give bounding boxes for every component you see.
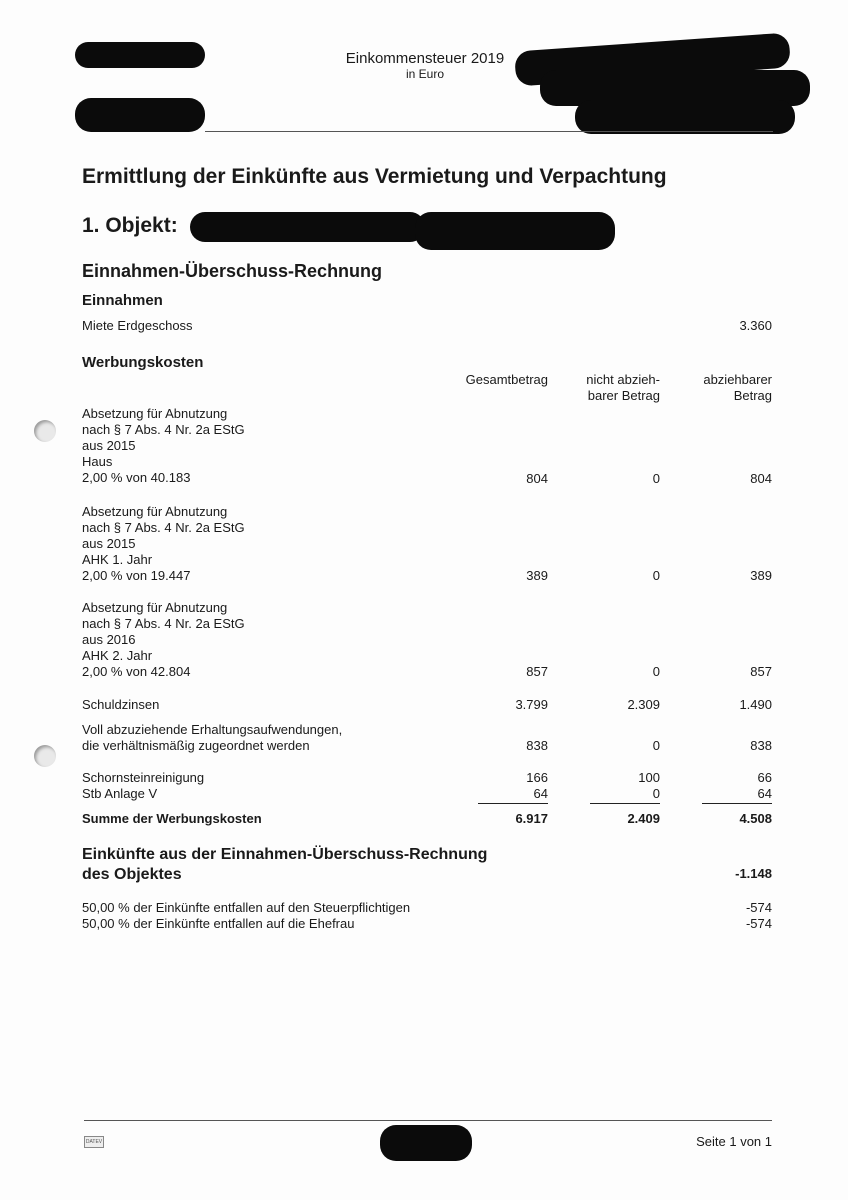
column-header-deductible: abziehbarer Betrag: [703, 372, 772, 403]
cost-row-label: Schuldzinsen: [82, 697, 160, 712]
punch-hole-bottom: [34, 745, 56, 767]
split-spouse-value: -574: [745, 916, 772, 931]
redaction-address-c: [575, 100, 795, 134]
cost-row-deductible: 389: [750, 568, 772, 583]
cost-row-label: Voll abzuziehende Erhaltungsaufwendungen, die verhältnismäßig zugeordnet werden: [82, 722, 343, 753]
cost-row-nondeductible: 2.309: [627, 697, 660, 712]
cost-row-total: 3.799: [515, 697, 548, 712]
sum-nondeductible: 2.409: [627, 811, 660, 826]
cost-row-total: 804: [526, 471, 548, 486]
object-label: 1. Objekt:: [82, 214, 178, 237]
income-value: 3.360: [739, 318, 772, 333]
document-title: Ermittlung der Einkünfte aus Vermietung und Verpachtung: [82, 165, 667, 188]
income-label: Miete Erdgeschoss: [82, 318, 193, 333]
result-title: Einkünfte aus der Einnahmen-Überschuss-Rechnung des Objektes: [82, 846, 488, 883]
cost-row-label: Schornsteinreinigung: [82, 770, 205, 785]
cost-row-deductible: 838: [750, 738, 772, 753]
redaction-name-second: [75, 98, 205, 132]
sum-rule-deductible: [702, 803, 772, 804]
cost-row-nondeductible: 0: [652, 471, 660, 486]
page-number: Seite 1 von 1: [696, 1134, 772, 1149]
header-subtitle: in Euro: [405, 67, 445, 81]
cost-row-deductible: 64: [757, 786, 772, 801]
cost-row-deductible: 1.490: [739, 697, 772, 712]
column-header-nondeductible: nicht abzieh- barer Betrag: [586, 372, 660, 403]
redaction-object-address-b: [415, 212, 615, 250]
cost-row-label: Absetzung für Abnutzung nach § 7 Abs. 4 Nr. 2a EStG aus 2015 Haus 2,00 % von 40.183: [82, 406, 245, 485]
cost-row-deductible: 66: [757, 770, 772, 785]
section-title: Einnahmen-Überschuss-Rechnung: [82, 261, 383, 281]
cost-row-nondeductible: 0: [652, 738, 660, 753]
cost-row-nondeductible: 0: [652, 786, 660, 801]
punch-hole-top: [34, 420, 56, 442]
costs-heading: Werbungskosten: [82, 354, 204, 371]
redaction-name-top: [75, 42, 205, 68]
cost-row-total: 857: [526, 664, 548, 679]
cost-row-label: Stb Anlage V: [82, 786, 158, 801]
cost-row-label: Absetzung für Abnutzung nach § 7 Abs. 4 Nr. 2a EStG aus 2016 AHK 2. Jahr 2,00 % von 42.804: [82, 600, 245, 679]
sum-total: 6.917: [515, 811, 548, 826]
header-title: Einkommensteuer 2019: [345, 50, 505, 67]
cost-row-nondeductible: 0: [652, 568, 660, 583]
cost-row-nondeductible: 100: [638, 770, 660, 785]
result-value: -1.148: [735, 866, 772, 881]
sum-rule-total: [478, 803, 548, 804]
column-header-total: Gesamtbetrag: [465, 372, 548, 387]
footer-rule: [84, 1120, 772, 1121]
cost-row-total: 64: [533, 786, 548, 801]
sum-deductible: 4.508: [739, 811, 772, 826]
sum-label: Summe der Werbungskosten: [82, 811, 262, 826]
redaction-object-address-a: [190, 212, 425, 242]
header-rule: [205, 131, 773, 132]
income-heading: Einnahmen: [82, 292, 163, 309]
cost-row-deductible: 804: [750, 471, 772, 486]
cost-row-label: Absetzung für Abnutzung nach § 7 Abs. 4 Nr. 2a EStG aus 2015 AHK 1. Jahr 2,00 % von 19.447: [82, 504, 245, 583]
cost-row-total: 166: [526, 770, 548, 785]
cost-row-total: 838: [526, 738, 548, 753]
split-spouse-label: 50,00 % der Einkünfte entfallen auf die Ehefrau: [82, 916, 355, 931]
sum-rule-nondeductible: [590, 803, 660, 804]
cost-row-deductible: 857: [750, 664, 772, 679]
cost-row-nondeductible: 0: [652, 664, 660, 679]
datev-logo: DATEV: [84, 1136, 104, 1148]
cost-row-total: 389: [526, 568, 548, 583]
redaction-footer: [380, 1125, 472, 1161]
split-taxpayer-value: -574: [745, 900, 772, 915]
split-taxpayer-label: 50,00 % der Einkünfte entfallen auf den Steuerpflichtigen: [82, 900, 411, 915]
